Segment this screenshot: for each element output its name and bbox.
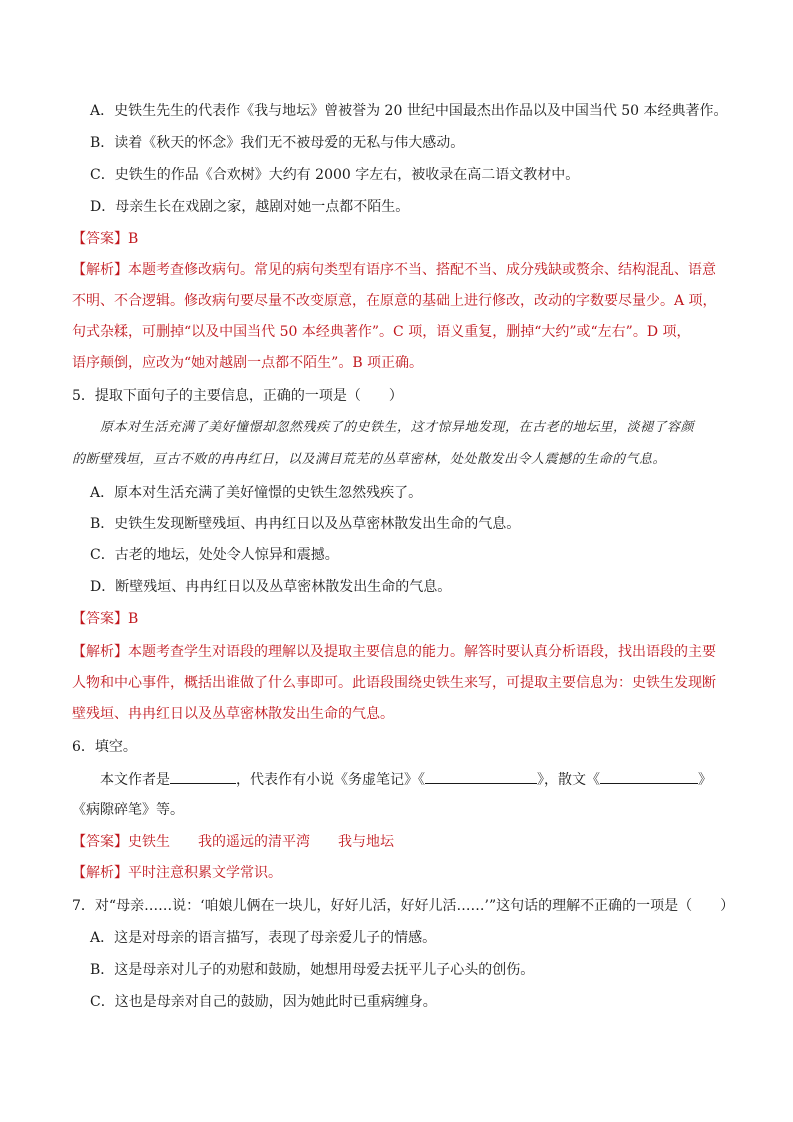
q5-answer [72, 609, 138, 629]
q6-fill-text-2: ，代表作有小说《务虚笔记》《 [236, 772, 425, 788]
q4-option-a: A．史铁生先生的代表作《我与地坛》曾被誉为 20 世纪中国最杰出作品以及中国当代 50 本经典著作。 [90, 103, 728, 119]
analysis-text: 本题考查修改病句。常见的病句类型有语序不当、搭配不当、成分残缺或赘余、结构混乱、语意 [128, 262, 716, 278]
q6-fill-line [100, 769, 712, 790]
q4-option-c: C．史铁生的作品《合欢树》大约有 2000 字左右，被收录在高二语文教材中。 [90, 167, 580, 183]
q6-fill-line-2: 《病隙碎笔》等。 [72, 802, 184, 818]
q5-analysis-line-2: 人物和中心事件，概括出谁做了什么事即可。此语段围绕史铁生来写，可提取主要信息为：史铁生发现断 [72, 675, 716, 691]
q4-analysis-line-4: 语序颠倒，应改为“她对越剧一点都不陌生”。B 项正确。 [72, 355, 424, 371]
answer-value-1: 史铁生 [128, 834, 170, 850]
q5-passage-line-2: 的断壁残垣，亘古不败的冉冉红日，以及满目荒芜的丛草密林，处处散发出令人震撼的生命的气息。 [72, 452, 667, 467]
q4-answer [72, 229, 138, 249]
q5-passage-line-1: 原本对生活充满了美好憧憬却忽然残疾了的史铁生，这才惊异地发现，在古老的地坛里，淡褪了容颜 [100, 420, 695, 435]
answer-tag: 【答案】 [72, 834, 128, 850]
q7-option-b: B．这是母亲对儿子的劝慰和鼓励，她想用母爱去抚平儿子心头的创伤。 [90, 962, 535, 978]
q6-fill-text-1: 本文作者是 [100, 772, 170, 788]
q6-stem: 6．填空。 [72, 739, 137, 755]
analysis-tag: 【解析】 [72, 865, 128, 881]
q5-option-d: D．断壁残垣、冉冉红日以及丛草密林散发出生命的气息。 [90, 579, 452, 595]
q7-stem: 7．对“母亲……说：‘咱娘儿俩在一块儿，好好儿活，好好儿活……’”这句话的理解不正确的一项是（ ） [72, 898, 735, 914]
q5-stem: 5．提取下面句子的主要信息，正确的一项是（ ） [72, 388, 403, 404]
q6-analysis [72, 863, 282, 883]
q4-analysis-line-3: 句式杂糅，可删掉“以及中国当代 50 本经典著作”。C 项，语义重复，删掉“大约”或“左右”。D 项， [72, 324, 691, 340]
q5-analysis-line-1 [72, 642, 716, 662]
analysis-tag: 【解析】 [72, 262, 128, 278]
q6-fill-text-3: 》，散文《 [537, 772, 600, 788]
fill-blank-1[interactable] [170, 769, 236, 784]
q6-fill-text-4: 》 [698, 772, 712, 788]
analysis-tag: 【解析】 [72, 644, 128, 660]
answer-value-3: 我与地坛 [338, 834, 394, 850]
q4-analysis-line-2: 不明、不合逻辑。修改病句要尽量不改变原意，在原意的基础上进行修改，改动的字数要尽量少。A 项， [72, 293, 717, 309]
answer-value: B [128, 611, 139, 627]
q6-answer [72, 832, 394, 852]
q5-option-c: C．古老的地坛，处处令人惊异和震撼。 [90, 547, 339, 563]
fill-blank-3[interactable] [600, 769, 698, 784]
answer-tag: 【答案】 [72, 611, 128, 627]
q5-option-b: B．史铁生发现断壁残垣、冉冉红日以及丛草密林散发出生命的气息。 [90, 516, 521, 532]
q4-option-b: B．读着《秋天的怀念》我们无不被母爱的无私与伟大感动。 [90, 135, 465, 151]
q4-analysis-line-1 [72, 260, 716, 280]
analysis-text: 平时注意积累文学常识。 [128, 865, 282, 881]
answer-tag: 【答案】 [72, 231, 128, 247]
q4-option-d: D．母亲生长在戏剧之家，越剧对她一点都不陌生。 [90, 199, 410, 215]
answer-value: B [128, 231, 139, 247]
q5-option-a: A．原本对生活充满了美好憧憬的史铁生忽然残疾了。 [90, 485, 423, 501]
q5-analysis-line-3: 壁残垣、冉冉红日以及丛草密林散发出生命的气息。 [72, 706, 394, 722]
fill-blank-2[interactable] [425, 769, 537, 784]
q7-option-a: A．这是对母亲的语言描写，表现了母亲爱儿子的情感。 [90, 930, 437, 946]
analysis-text: 本题考查学生对语段的理解以及提取主要信息的能力。解答时要认真分析语段，找出语段的主要 [128, 644, 716, 660]
q7-option-c: C．这也是母亲对自己的鼓励，因为她此时已重病缠身。 [90, 994, 437, 1010]
answer-value-2: 我的遥远的清平湾 [198, 834, 310, 850]
